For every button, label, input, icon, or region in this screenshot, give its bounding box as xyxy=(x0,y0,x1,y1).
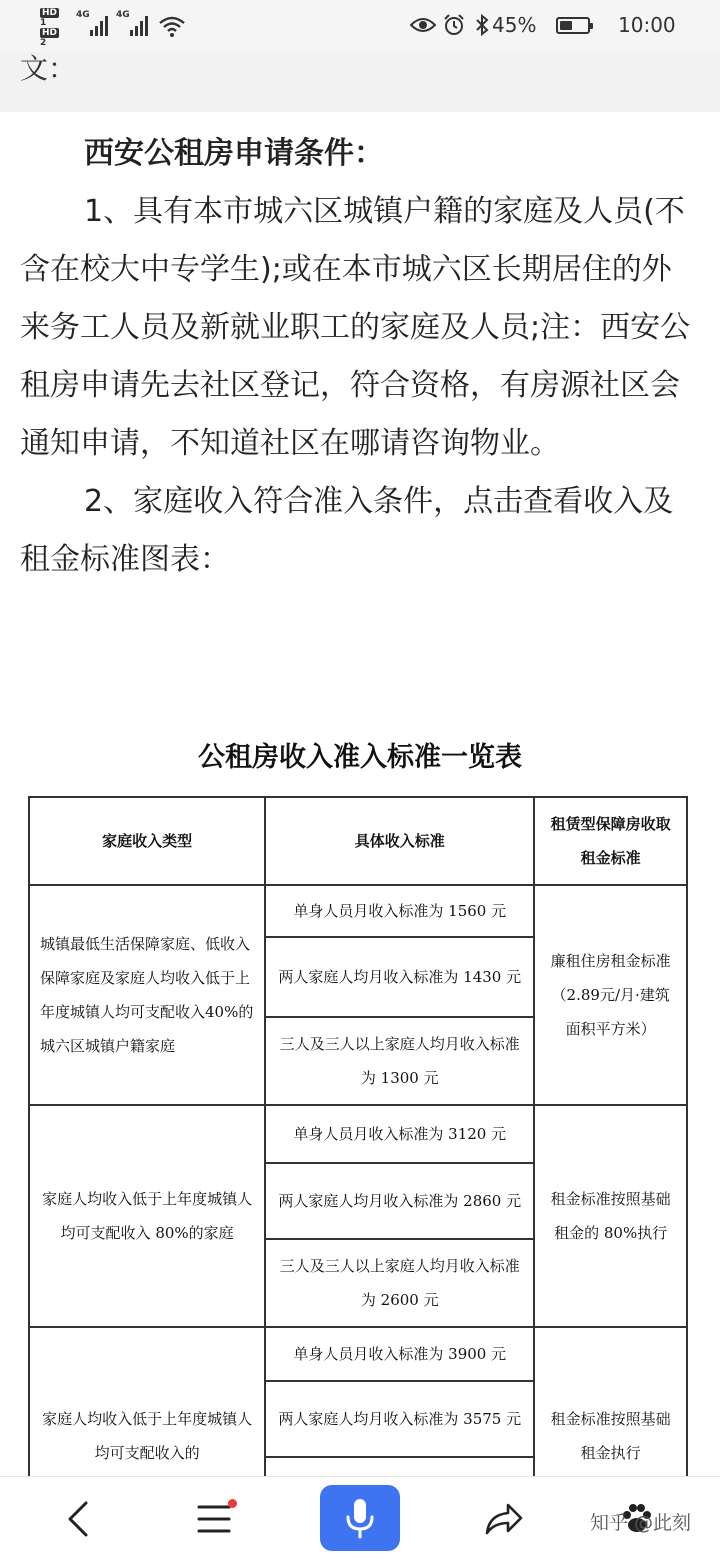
income-type-cell: 城镇最低生活保障家庭、低收入保障家庭及家庭人均收入低于上年度城镇人均可支配收入40%的城六区城镇户籍家庭 xyxy=(29,885,265,1105)
article-paragraph-1: 1、具有本市城六区城镇户籍的家庭及人员(不含在校大中专学生);或在本市城六区长期居住的外来务工人员及新就业职工的家庭及人员;注：西安公租房申请先去社区登记，符合资格，有房源社区会通知申请，不知道社区在哪请咨询物业。 xyxy=(20,194,691,461)
menu-icon xyxy=(196,1501,232,1537)
hd1-icon xyxy=(40,8,59,28)
microphone-icon xyxy=(344,1497,376,1539)
rent-cell: 租金标准按照基础租金的 80%执行 xyxy=(534,1105,687,1327)
standard-cell: 两人家庭人均月收入标准为 2860 元 xyxy=(265,1163,534,1239)
wifi-icon xyxy=(158,14,186,38)
notification-dot xyxy=(228,1499,237,1508)
back-button[interactable] xyxy=(36,1477,126,1561)
eye-icon xyxy=(410,14,436,36)
rent-cell: 廉租住房租金标准（2.89元/月·建筑面积平方米） xyxy=(534,885,687,1105)
bluetooth-icon xyxy=(474,13,490,37)
header-rent-standard: 租赁型保障房收取租金标准 xyxy=(534,797,687,885)
income-type-cell: 家庭人均收入低于上年度城镇人均可支配收入 80%的家庭 xyxy=(29,1105,265,1327)
chevron-left-icon xyxy=(66,1501,90,1537)
menu-button[interactable] xyxy=(168,1477,258,1561)
standard-cell: 单身人员月收入标准为 1560 元 xyxy=(265,885,534,937)
article-body xyxy=(20,125,700,589)
previous-content-band xyxy=(0,52,720,112)
standard-cell: 单身人员月收入标准为 3120 元 xyxy=(265,1105,534,1163)
header-income-type: 家庭收入类型 xyxy=(29,797,265,885)
share-icon xyxy=(484,1501,524,1537)
article-heading: 西安公租房申请条件： xyxy=(84,136,384,171)
table-row xyxy=(29,1327,687,1381)
header-income-standard: 具体收入标准 xyxy=(265,797,534,885)
standard-cell: 两人家庭人均月收入标准为 1430 元 xyxy=(265,937,534,1017)
standard-cell: 两人家庭人均月收入标准为 3575 元 xyxy=(265,1381,534,1457)
income-standard-table xyxy=(28,796,688,1546)
standard-cell: 单身人员月收入标准为 3900 元 xyxy=(265,1327,534,1381)
zhihu-watermark: 知乎 @此刻 xyxy=(590,1512,692,1534)
battery-percent: 45% xyxy=(492,13,537,37)
table-header-row xyxy=(29,797,687,885)
battery-icon xyxy=(556,17,590,34)
hd2-label: HD xyxy=(42,28,58,38)
table-title: 公租房收入准入标准一览表 xyxy=(198,742,522,773)
table-row xyxy=(29,1105,687,1163)
rent-cell: 租金标准按照基础租金执行 xyxy=(534,1327,687,1545)
share-button[interactable] xyxy=(460,1477,550,1561)
hd1-label: HD xyxy=(42,8,58,18)
signal1-label: 4G xyxy=(76,10,90,20)
hd2-icon xyxy=(40,28,59,48)
signal2-label: 4G xyxy=(116,10,130,20)
standard-cell: 三人及三人以上家庭人均月收入标准为 1300 元 xyxy=(265,1017,534,1105)
alarm-icon xyxy=(442,13,466,37)
voice-input-button[interactable] xyxy=(320,1485,400,1551)
clock-time: 10:00 xyxy=(618,13,676,37)
table-row xyxy=(29,885,687,937)
standard-cell: 三人及三人以上家庭人均月收入标准为 2600 元 xyxy=(265,1239,534,1327)
signal1-icon xyxy=(76,10,112,36)
hd2-sub: 2 xyxy=(40,38,47,48)
hd1-sub: 1 xyxy=(40,18,47,28)
signal2-icon xyxy=(116,10,152,36)
income-type-cell: 家庭人均收入低于上年度城镇人均可支配收入的 xyxy=(29,1327,265,1545)
previous-text-line: 文： xyxy=(20,52,77,85)
status-bar xyxy=(0,0,720,52)
article-paragraph-2: 2、家庭收入符合准入条件，点击查看收入及租金标准图表： xyxy=(20,484,674,577)
